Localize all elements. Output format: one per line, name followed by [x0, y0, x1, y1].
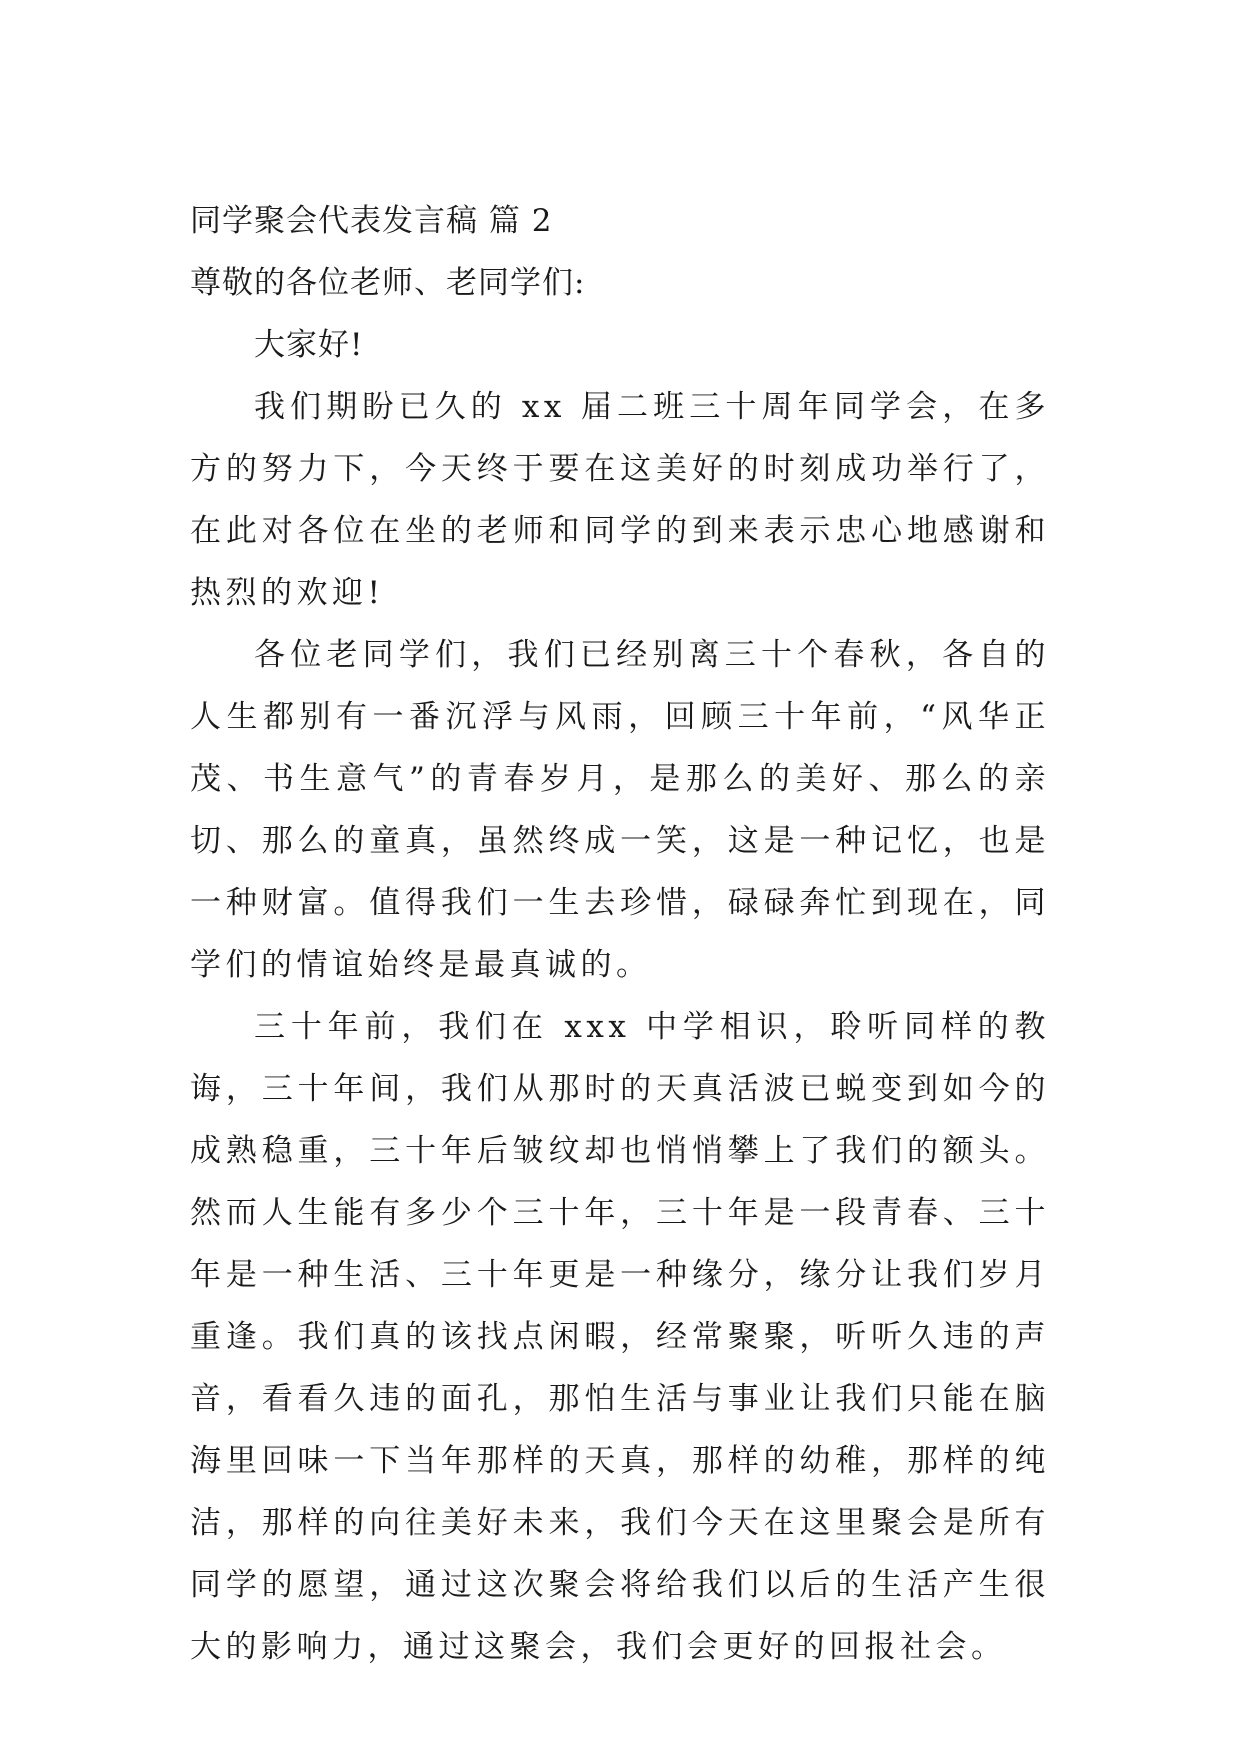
greeting: 大家好!	[254, 327, 364, 363]
document-title: 同学聚会代表发言稿 篇 2	[190, 203, 553, 239]
paragraph-2: 各位老同学们，我们已经别离三十个春秋，各自的人生都别有一番沉浮与风雨，回顾三十年前，“风华正茂、书生意气”的青春岁月，是那么的美好、那么的亲切、那么的童真，虽然终成一笑，这是一种记忆，也是一种财富。值得我们一生去珍惜，碌碌奔忙到现在，同学们的情谊始终是最真诚的。	[190, 637, 1050, 983]
paragraph-3: 三十年前，我们在 xxx 中学相识，聆听同样的教诲，三十年间，我们从那时的天真活波已蜕变到如今的成熟稳重，三十年后皱纹却也悄悄攀上了我们的额头。然而人生能有多少个三十年，三十年是一段青春、三十年是一种生活、三十年更是一种缘分，缘分让我们岁月重逢。我们真的该找点闲暇，经常聚聚，听听久违的声音，看看久违的面孔，那怕生活与事业让我们只能在脑海里回味一下当年那样的天真，那样的幼稚，那样的纯洁，那样的向往美好未来，我们今天在这里聚会是所有同学的愿望，通过这次聚会将给我们以后的生活产生很大的影响力，通过这聚会，我们会更好的回报社会。	[190, 1009, 1050, 1665]
paragraph-1: 我们期盼已久的 xx 届二班三十周年同学会，在多方的努力下，今天终于要在这美好的时刻成功举行了，在此对各位在坐的老师和同学的到来表示忠心地感谢和热烈的欢迎!	[190, 389, 1050, 611]
salutation: 尊敬的各位老师、老同学们:	[190, 265, 586, 301]
document-body	[190, 190, 1050, 1678]
